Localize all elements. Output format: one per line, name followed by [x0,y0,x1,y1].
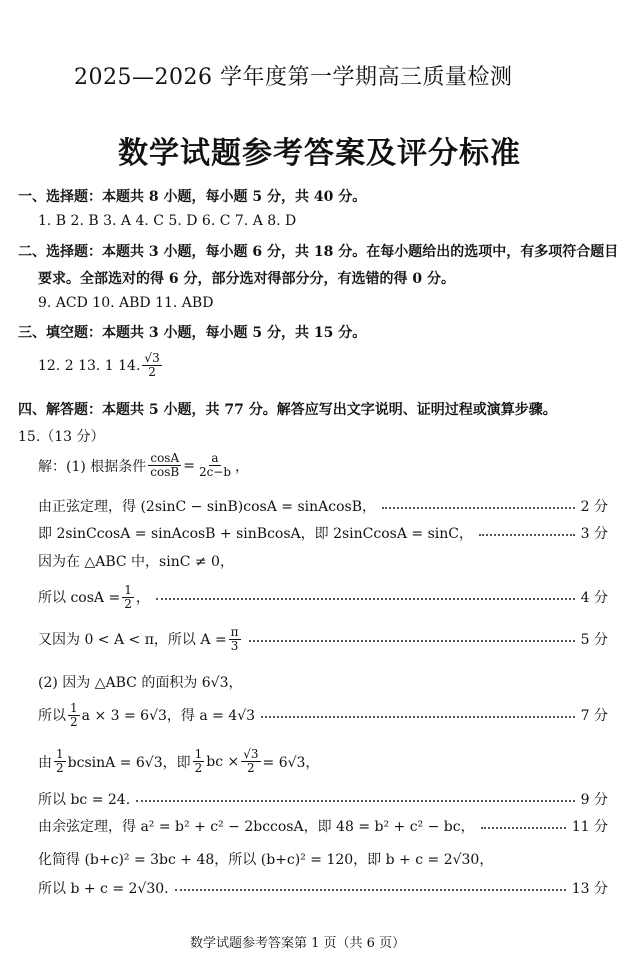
line-score: 11 分 [571,819,608,835]
section3-answers-text: 12. 2 13. 1 14. [38,357,141,374]
line-text [38,584,150,611]
q15-intro-fraction-2 [197,452,233,479]
q15-tail-line-3: 化简得 (b+c)² = 3bc + 48，所以 (b+c)² = 120，即 b + c = 2√30， [38,852,494,868]
dot-leader [249,640,575,642]
q15-tail-line-2 [38,814,608,838]
line-text [38,702,255,729]
fraction-numerator: a [211,451,219,465]
dot-leader [479,534,575,536]
line-score: 13 分 [571,881,608,897]
page-footer: 数学试题参考答案第 1 页（共 6 页） [190,936,406,951]
page-title: 2025—2026 学年度第一学期高三质量检测 [74,65,513,90]
fraction-denominator: 2c−b [198,465,232,479]
cos-fraction [122,584,134,611]
fraction-numerator: 1 [124,582,132,597]
line-text: 即 2sinCcosA = sinAcosB + sinBcosA，即 2sinCcosA = sinC， [38,526,473,542]
angle-prefix: 又因为 0 < A < π，所以 A = [38,632,227,648]
fraction-numerator: √3 [243,747,259,761]
bc-fraction-1 [54,748,66,775]
cos-prefix: 所以 cosA = [38,590,121,606]
line-text [38,626,243,653]
q14-denominator: 2 [148,365,156,379]
area-fraction [68,702,80,729]
section2-heading-cont: 要求。全部选对的得 6 分，部分选对得部分分，有选错的得 0 分。 [38,271,455,287]
q15-label: 15.（13 分） [18,429,105,445]
fraction-numerator: 1 [56,747,64,761]
fraction-denominator: 3 [230,638,239,653]
page-subtitle: 数学试题参考答案及评分标准 [118,136,521,171]
q15-bc-line [38,748,319,775]
q15-cos-line [38,582,608,611]
line-text: 所以 b + c = 2√30. [38,881,169,897]
dot-leader [382,507,575,509]
area-prefix: 所以 [38,708,66,724]
line-score: 4 分 [580,590,608,606]
bc-part-1: 由 [38,754,52,771]
q15-intro-fraction-1 [148,452,181,479]
fraction-numerator: 1 [70,700,78,715]
intro-end: ， [235,458,250,475]
bc-fraction-2 [193,748,205,775]
angle-fraction [229,626,241,653]
q14-numerator: √3 [144,351,160,365]
dot-leader [136,800,574,802]
section2-answers: 9. ACD 10. ABD 11. ABD [38,295,214,311]
line-text: 由余弦定理，得 a² = b² + c² − 2bccosA，即 48 = b² + c² − bc， [38,819,475,835]
q15-intro-text: 解：(1) 根据条件 [38,458,147,475]
section3-answers [38,352,164,379]
fraction-denominator: cosB [150,465,180,479]
cos-suffix: ， [135,590,150,606]
q15-area-line [38,700,608,729]
q15-intro [38,452,249,479]
fraction-denominator: 2 [194,761,203,775]
fraction-denominator: 2 [56,761,64,775]
section3-heading: 三、填空题：本题共 3 小题，每小题 5 分，共 15 分。 [18,325,367,341]
area-mid: a × 3 = 6√3，得 a = 4√3 [81,708,256,724]
q15-line-1 [38,494,608,518]
dot-leader [261,716,575,718]
line-text: 所以 bc = 24. [38,792,131,808]
bc-part-2: bcsinA = 6√3，即 [67,754,191,771]
q15-angle-line [38,624,608,653]
section2-heading: 二、选择题：本题共 3 小题，每小题 6 分，共 18 分。在每小题给出的选项中，有多项符合题目 [18,244,619,260]
fraction-numerator: π [230,624,239,639]
section1-heading: 一、选择题：本题共 8 小题，每小题 5 分，共 40 分。 [18,189,367,205]
q15-line-2 [38,521,608,545]
section4-heading: 四、解答题：本题共 5 小题，共 77 分。解答应写出文字说明、证明过程或演算步骤。 [18,402,557,418]
dot-leader [175,889,566,891]
q14-fraction [142,352,161,379]
line-score: 3 分 [580,526,608,542]
q15-tail-line-4 [38,876,608,900]
dot-leader [156,598,575,600]
fraction-numerator: cosA [150,451,180,465]
line-score: 9 分 [580,792,608,808]
bc-part-4: = 6√3， [262,754,320,771]
equals-sign: = [183,457,195,474]
fraction-denominator: 2 [70,714,78,729]
q15-line-3: 因为在 △ABC 中，sinC ≠ 0， [38,554,234,570]
bc-part-3: bc × [206,753,240,770]
fraction-numerator: 1 [194,747,203,761]
fraction-denominator: 2 [247,761,255,775]
line-text: 由正弦定理，得 (2sinC − sinB)cosA = sinAcosB， [38,499,376,515]
section1-answers: 1. B 2. B 3. A 4. C 5. D 6. C 7. A 8. D [38,213,297,229]
dot-leader [481,827,566,829]
fraction-denominator: 2 [124,596,132,611]
line-score: 2 分 [580,499,608,515]
line-score: 7 分 [580,708,608,724]
q15-part2: (2) 因为 △ABC 的面积为 6√3， [38,675,243,691]
line-score: 5 分 [580,632,608,648]
bc-fraction-3 [241,748,260,775]
q15-tail-line-1 [38,787,608,811]
